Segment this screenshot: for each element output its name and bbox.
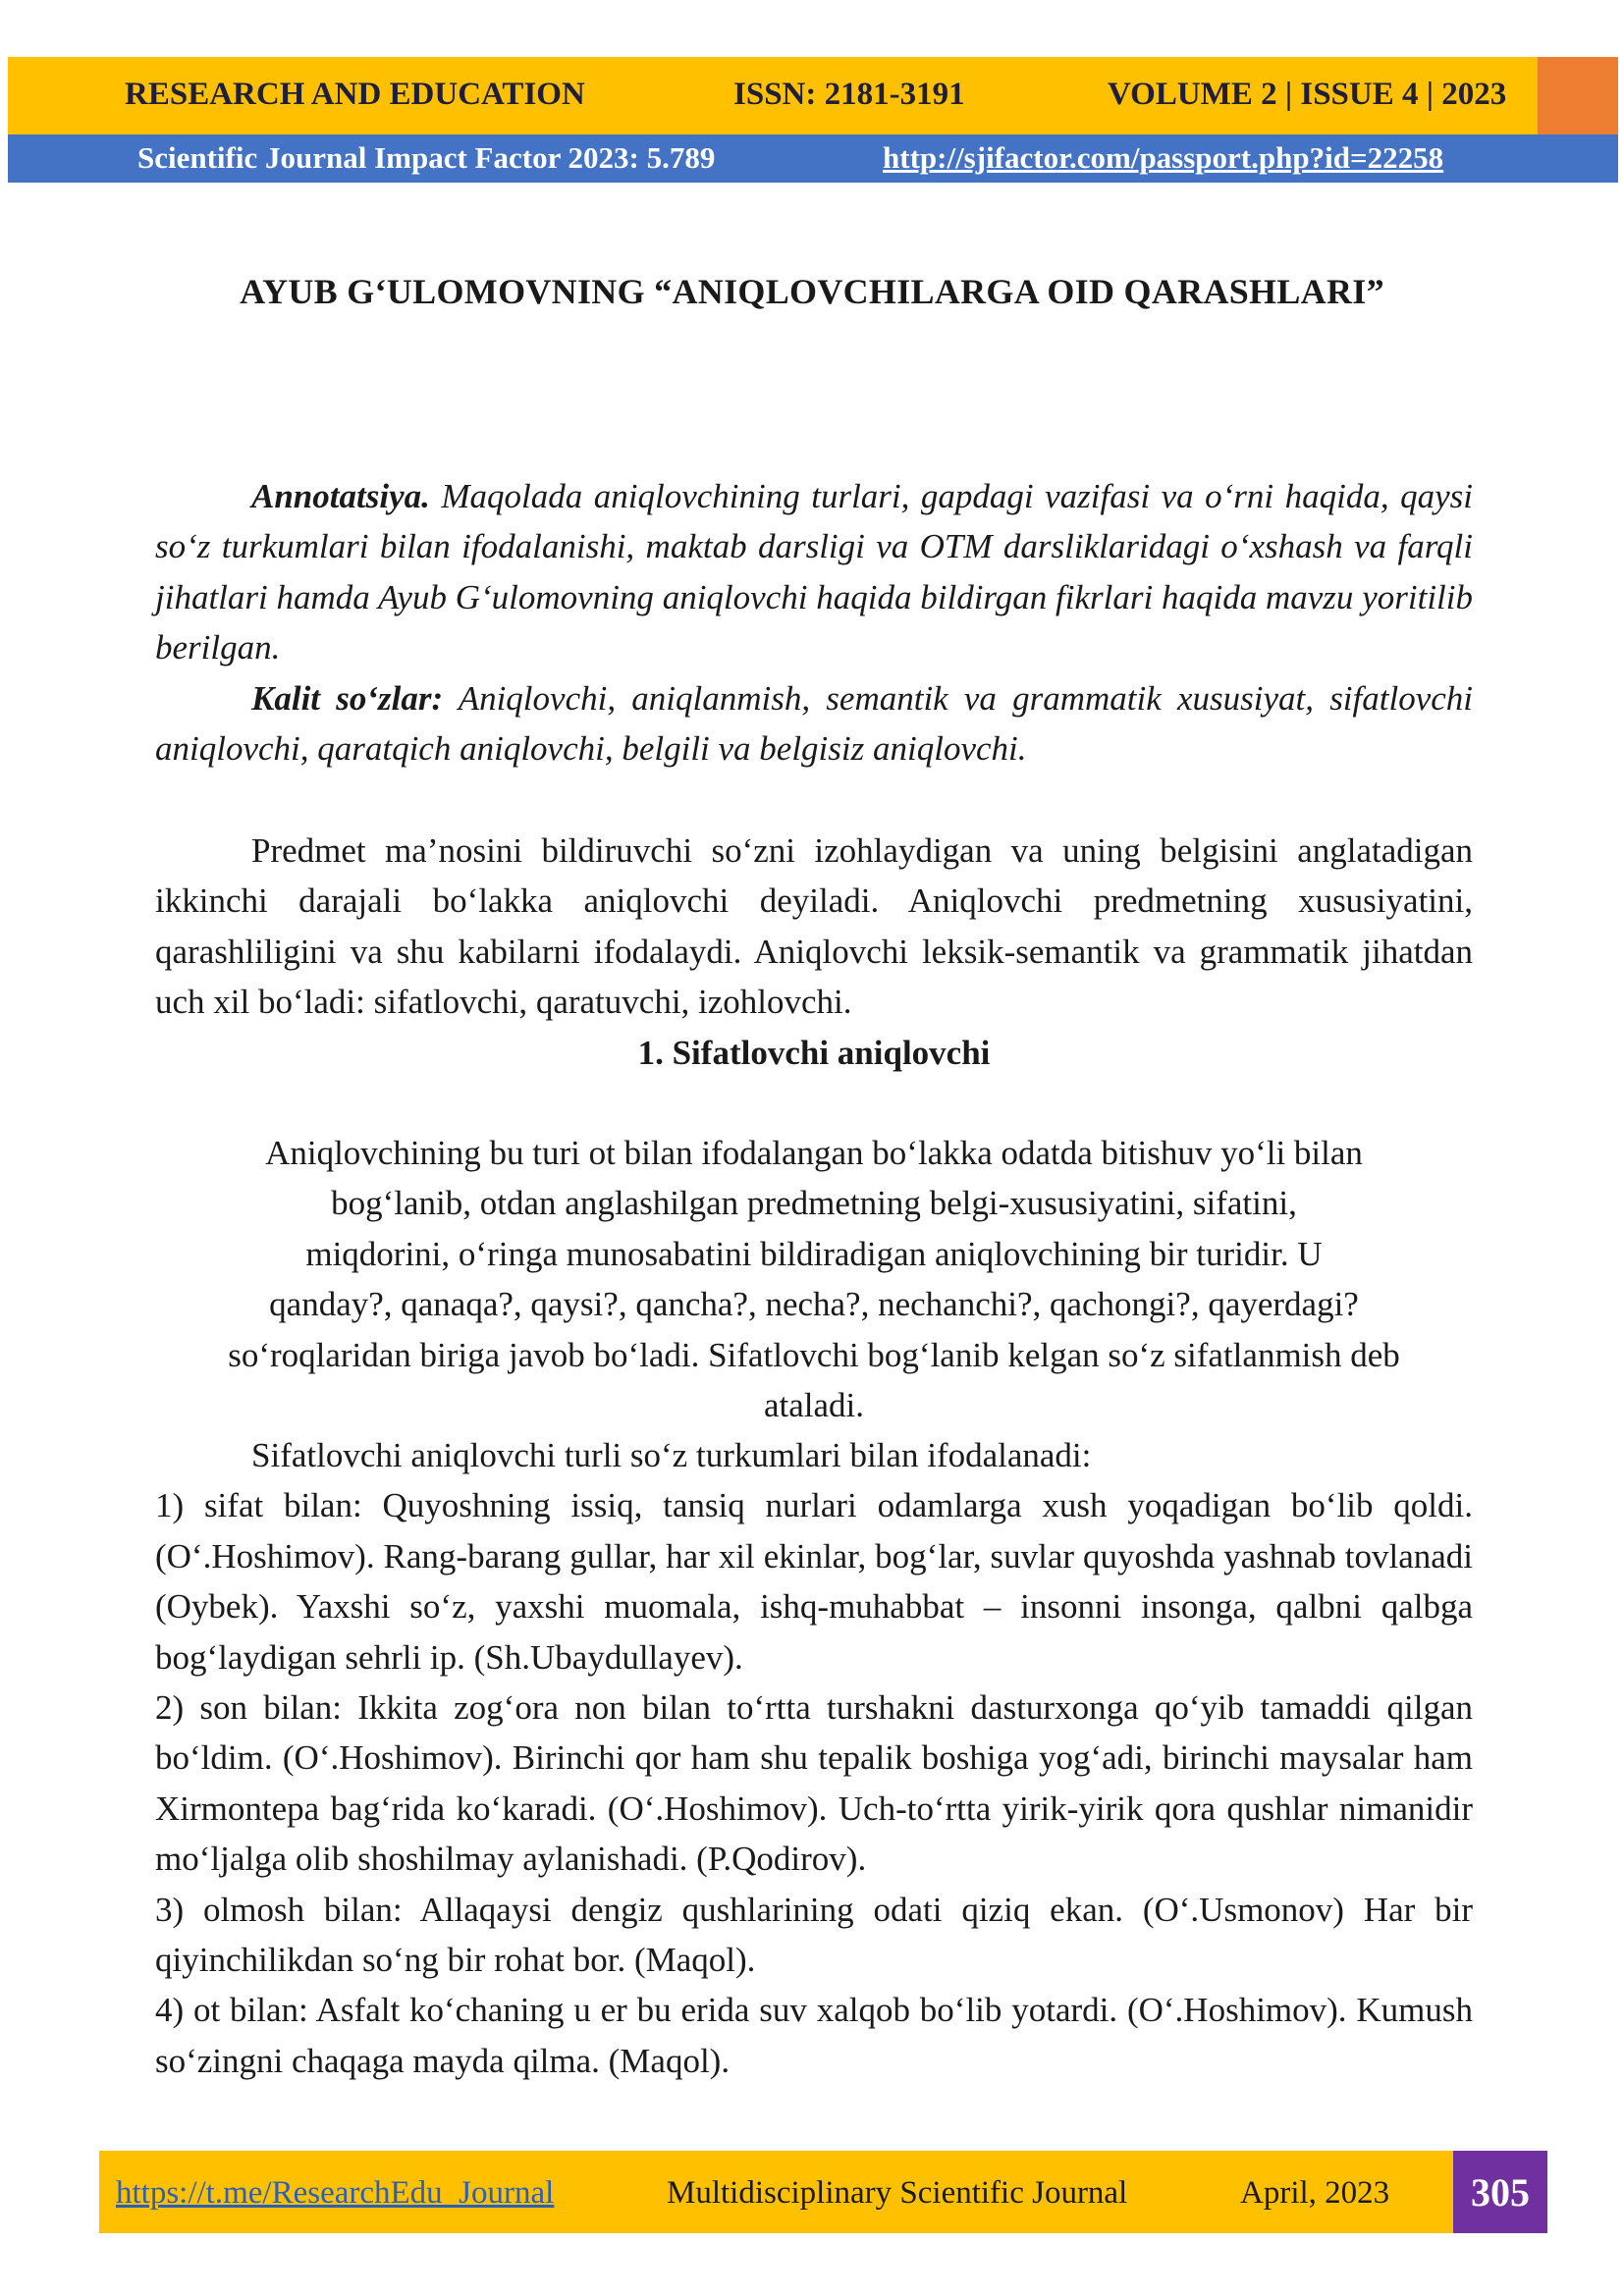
section-line: so‘roqlaridan biriga javob bo‘ladi. Sifatlovchi bog‘lanib kelgan so‘z sifatlanmish deb <box>228 1335 1400 1374</box>
body-text <box>155 826 1473 1078</box>
abstract-label: Annotatsiya. <box>251 477 430 515</box>
keywords-text: Aniqlovchi, aniqlanmish, semantik va grammatik xususiyat, sifatlovchi aniqlovchi, qaratqich aniqlovchi, belgili va belgisiz aniqlovchi. <box>155 678 1473 769</box>
section-line: miqdorini, o‘ringa munosabatini bildiradigan aniqlovchining bir turidir. U <box>305 1234 1323 1273</box>
abstract <box>155 471 1473 774</box>
article-title: AYUB G‘ULOMOVNING “ANIQLOVCHILARGA OID QARASHLARI” <box>240 272 1384 311</box>
footer-date: April, 2023 <box>1240 2175 1390 2211</box>
list-intro: Sifatlovchi aniqlovchi turli so‘z turkumlari bilan ifodalanadi: <box>251 1436 1092 1474</box>
page-number: 305 <box>1453 2151 1547 2233</box>
impact-factor-link[interactable]: http://sjifactor.com/passport.php?id=22258 <box>883 140 1444 175</box>
header-accent-block <box>1538 57 1618 134</box>
footer-journal-type: Multidisciplinary Scientific Journal <box>667 2175 1128 2211</box>
issn: ISSN: 2181-3191 <box>733 77 965 112</box>
section-line: qanday?, qanaqa?, qaysi?, qancha?, necha?, nechanchi?, qachongi?, qayerdagi? <box>269 1285 1359 1324</box>
examples-list <box>155 1430 1473 2086</box>
footer-telegram-link[interactable]: https://t.me/ResearchEdu_Journal <box>116 2175 555 2211</box>
impact-factor: Scientific Journal Impact Factor 2023: 5.789 <box>137 140 716 175</box>
section-line: Aniqlovchining bu turi ot bilan ifodalangan bo‘lakka odatda bitishuv yo‘li bilan <box>265 1134 1363 1172</box>
list-item: 2) son bilan: Ikkita zog‘ora non bilan to‘rtta turshakni dasturxonga qo‘yib tamaddi qilgan bo‘ldim. (O‘.Hoshimov). Birinchi qor ham shu tepalik boshiga yog‘adi, birinchi maysalar ham Xirmontepa bag‘rida ko‘karadi. (O‘.Hoshimov). Uch-to‘rtta yirik-yirik qora qushlar nimanidir mo‘ljalga olib shoshilmay aylanishadi. (P.Qodirov). <box>155 1688 1473 1879</box>
section-line: bog‘lanib, otdan anglashilgan predmetning belgi-xususiyatini, sifatini, <box>331 1184 1297 1223</box>
intro-paragraph: Predmet ma’nosini bildiruvchi so‘zni izohlaydigan va uning belgisini anglatadigan ikkinchi darajali bo‘lakka aniqlovchi deyiladi. Aniqlovchi predmetning xususiyatini, qarashliligini va shu kabilarni ifodalaydi. Aniqlovchi leksik-semantik va grammatik jihatdan uch xil bo‘ladi: sifatlovchi, qaratuvchi, izohlovchi. <box>155 831 1473 1022</box>
keywords-label: Kalit so‘zlar: <box>251 678 444 718</box>
section-paragraph <box>155 1128 1473 1430</box>
volume-issue: VOLUME 2 | ISSUE 4 | 2023 <box>1108 77 1507 112</box>
section-heading: 1. Sifatlovchi aniqlovchi <box>637 1033 991 1072</box>
list-item: 3) olmosh bilan: Allaqaysi dengiz qushlarining odati qiziq ekan. (O‘.Usmonov) Har bir qiyinchilikdan so‘ng bir rohat bor. (Maqol). <box>155 1890 1473 1980</box>
journal-name: RESEARCH AND EDUCATION <box>125 77 585 112</box>
section-line: ataladi. <box>763 1386 865 1425</box>
list-item: 4) ot bilan: Asfalt ko‘chaning u er bu erida suv xalqob bo‘lib yotardi. (O‘.Hoshimov). Kumush so‘zingni chaqaga mayda qilma. (Maqol). <box>155 1991 1473 2080</box>
abstract-text: Maqolada aniqlovchining turlari, gapdagi vazifasi va o‘rni haqida, qaysi so‘z turkumlari bilan ifodalanishi, maktab darsligi va OTM darsliklaridagi o‘xshash va farqli jihatlari hamda Ayub G‘ulomovning aniqlovchi haqida bildirgan fikrlari haqida mavzu yoritilib berilgan. <box>155 477 1473 667</box>
list-item: 1) sifat bilan: Quyoshning issiq, tansiq nurlari odamlarga xush yoqadigan bo‘lib qoldi. (O‘.Hoshimov). Rang-barang gullar, har xil ekinlar, bog‘lar, suvlar quyoshda yashnab tovlanadi (Oybek). Yaxshi so‘z, yaxshi muomala, ishq-muhabbat – insonni insonga, qalbni qalbga bog‘laydigan sehrli ip. (Sh.Ubaydullayev). <box>155 1486 1473 1677</box>
